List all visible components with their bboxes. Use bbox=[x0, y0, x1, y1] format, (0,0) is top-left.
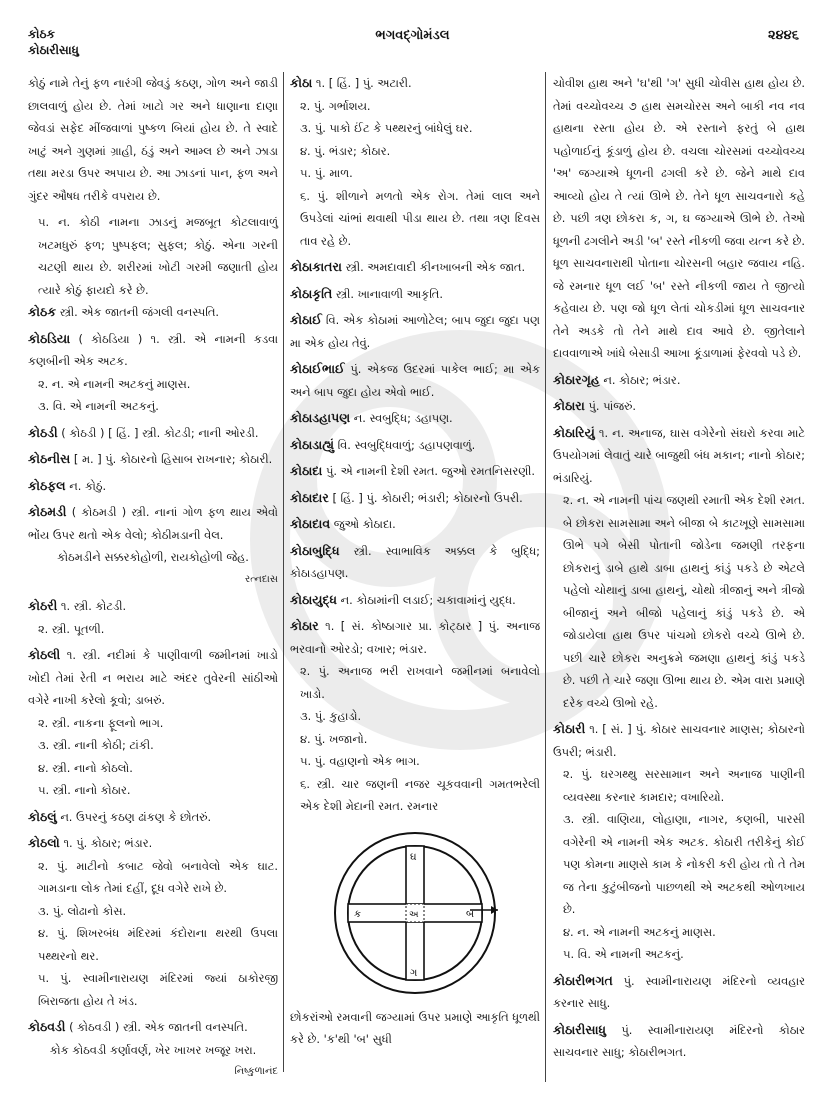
entry-sense: ૨. ન. એ નામની પાંચ જણથી રમાતી એક દેશી રમત. બે છોકરા સામસામા અને બીજા બે કાટખૂણે સામસામા ઊભે પગે બેસી પોતાની જોડેના જમણી તરફના છોકરાનું ડાબે હાથે ડાબા હાથનું કાંડું પકડે છે એટલે પહેલો ચોથાનું ડાબા હાથનું, ચોથો ત્રીજાનું અને ત્રીજો બીજાનું અને બીજો પહેલાનું કાંડું પકડે છે. એ જોડાયેલા હાથ ઉપર પાંચમો છોકરો વચ્ચે ઊભે છે. પછી ચારે છોકરા અનુક્રમે જમણા હાથનું કાંડું પકડે છે. પછી તે ચારે જણા ઊભા થાય છે. એમ વારા પ્રમાણે દરેક વચ્ચે ઊભો રહે. bbox=[563, 493, 805, 710]
dictionary-entry bbox=[290, 358, 540, 403]
headword: કોઠાબુદ્ધિ bbox=[290, 542, 340, 558]
game-diagram bbox=[330, 828, 500, 998]
quotation-attribution: નિષ્કુળાનંદ bbox=[234, 1066, 278, 1077]
dictionary-entry bbox=[553, 718, 805, 966]
entry-sense: ૩. પું. લોઢાનો કોસ. bbox=[38, 903, 127, 918]
dictionary-entry bbox=[28, 595, 278, 640]
dictionary-entry bbox=[28, 301, 278, 324]
entry-continuation: કોઠું નામે તેનું ફળ નારંગી જેવડું કઠણ, ગોળ અને જાડી છાલવાળું હોય છે. તેમાં ખાટો ગર અને ધાણાના દાણા જેવડાં સફેદ મીંજવાળાં પુષ્કળ બિયાં હોય છે. તે સ્વાદે ખાટું અને ગુણમાં ગ્રાહી, ઠંડું અને આમ્લ છે અને ઝાડા તથા મરડા ઉપર અપાય છે. આ ઝાડનાં પાન, ફળ અને ગુંદર ઔષધ તરીકે વપરાય છે. bbox=[28, 76, 278, 203]
column-3 bbox=[553, 72, 805, 1068]
guide-word-bottom: કોઠારીસાધુ bbox=[28, 43, 79, 57]
definition: પું. પાંજરું. bbox=[588, 399, 637, 413]
headword: કોઠવડી bbox=[28, 1019, 66, 1034]
definition: ( કોઠમડી ) સ્ત્રી. નાનાં ગોળ ફળ થાય એવો ભોંય ઉપર થતો એક વેલો; કોઠીમડાની વેલ. bbox=[28, 505, 279, 542]
dictionary-entry bbox=[290, 513, 540, 536]
definition: ( કોઠડિયા ) ૧. સ્ત્રી. એ નામની કડવા કણબીની એક અટક. bbox=[28, 331, 278, 368]
label-gha: ઘ bbox=[410, 851, 417, 863]
headword: કોઠલો bbox=[28, 835, 60, 850]
definition: ૧. ન. અનાજ, ઘાસ વગેરેનો સંઘરો કરવા માટે ઉપયોગમાં લેવાતું ચારે બાજુથી બંધ મકાન; નાનો કોઠાર; ભંડારિયું. bbox=[553, 425, 806, 485]
definition: ૧. સ્ત્રી. કોટડી. bbox=[60, 599, 127, 613]
entry-sense: ૪. પું. શિખરબંધ મંદિરમાં કંદોરાના થરથી ઉપલા પથ્થરનો થર. bbox=[38, 926, 278, 963]
entry-sense: ૫. વિ. એ નામની અટકનું. bbox=[563, 947, 684, 961]
quotation: કોક કોઠવડી કર્ણાવર્ણ, ખેર ખાખર ખજૂર ખરા. bbox=[49, 1042, 257, 1057]
headword: કોઠારિયું bbox=[553, 424, 595, 440]
definition: ૧. પું. કોઠાર; ભંડાર. bbox=[63, 836, 153, 850]
dictionary-entry bbox=[553, 970, 805, 1015]
entry-list bbox=[28, 301, 278, 1084]
dictionary-entry bbox=[28, 832, 278, 1012]
entry-sense: ૩. સ્ત્રી. નાની કોઠી; ટાંકી. bbox=[38, 738, 154, 752]
dictionary-entry bbox=[28, 501, 278, 591]
label-a: અ bbox=[409, 909, 419, 920]
label-ba: બ bbox=[466, 908, 475, 920]
entry-sense: ૨. પું. ઘરગથ્થુ સરસામાન અને અનાજ પાણીની વ્યવસ્થા કરનાર કામદાર; વખારિયો. bbox=[563, 767, 805, 804]
entry-sense: ૪. ન. એ નામની અટકનું માણસ. bbox=[563, 924, 716, 939]
headword: કોઠાદા bbox=[290, 463, 323, 478]
headword: કોઠા bbox=[290, 75, 313, 90]
entry-sense: ૪. પું. ભંડાર; કોઠાર. bbox=[300, 143, 391, 158]
dictionary-entry bbox=[290, 434, 540, 457]
headword: કોઠારી bbox=[553, 721, 586, 736]
headword: કોઠારીસાધુ bbox=[553, 1021, 607, 1037]
entry-sense: ૩. પું. કુહાડો. bbox=[300, 709, 362, 723]
headword: કોઠલું bbox=[28, 808, 57, 824]
dictionary-entry bbox=[553, 422, 805, 715]
guide-word-top: કોઠક bbox=[28, 27, 55, 41]
entry-sense: ૨. સ્ત્રી. પૂતળી. bbox=[38, 621, 105, 636]
dictionary-entry bbox=[553, 395, 805, 418]
definition: સ્ત્રી. સ્વાભાવિક અક્કલ કે બુદ્ધિ; કોઠાડહાપણ. bbox=[290, 543, 540, 580]
entry-sense: ૬. સ્ત્રી. ચાર જણની નજર ચૂકવવાની ગમતભરેલી એક દેશી મેદાની રમત. રમનાર bbox=[300, 776, 540, 813]
definition: ન. ઉપરનું કઠણ ઢાંકણ કે છોતરું. bbox=[60, 809, 212, 824]
headword: કોઠરી bbox=[28, 598, 58, 613]
dictionary-entry bbox=[28, 475, 278, 498]
definition: ન. કોઠું. bbox=[69, 478, 107, 493]
dictionary-entry bbox=[28, 448, 278, 471]
entry-sense: ૩. સ્ત્રી. વાણિયા, લોહાણા, નાગર, કણબી, પારસી વગેરેની એ નામની એક અટક. કોઠારી તરીકેનું કોઈ પણ કોમના માણસે કામ કે નોકરી કરી હોય તો તે તેમ જ તેના કુટુંબીજનો પાછળથી એ અટકથી ઓળખાય છે. bbox=[563, 812, 805, 916]
dictionary-entry bbox=[553, 1019, 805, 1064]
page-header bbox=[0, 0, 825, 60]
definition: ન. કોઠાર; ભંડાર. bbox=[603, 372, 681, 387]
headword: કોઠાર bbox=[290, 618, 319, 633]
dictionary-entry bbox=[28, 422, 278, 445]
column-1 bbox=[28, 72, 278, 1088]
label-ka: ક bbox=[354, 908, 362, 920]
definition: પું. સ્વામીનારાયણ મંદિરનો કોઠાર સાચવનાર સાધુ; કોઠારીભગત. bbox=[553, 1022, 806, 1059]
dictionary-entry bbox=[290, 309, 540, 354]
definition: વિ. એક કોઠામાં આળોટેલ; બાપ જુદા જુદા પણ મા એક હોય તેવું. bbox=[290, 313, 540, 350]
definition: પું. સ્વામીનારાયણ મંદિરનો વ્યવહાર કરનાર સાધુ. bbox=[553, 973, 806, 1010]
dictionary-entry bbox=[290, 615, 540, 818]
dictionary-entry bbox=[290, 460, 540, 483]
headword: કોઠાઈભાઈ bbox=[290, 361, 345, 376]
headword: કોઠારગૃહ bbox=[553, 371, 600, 387]
entry-sense: ૨. પું. માટીનો કબાટ જેવો બનાવેલો એક ઘાટ. ગામડાના લોક તેમાં દહીં, દૂધ વગેરે રાખે છે. bbox=[38, 858, 278, 895]
dictionary-entry bbox=[290, 407, 540, 430]
entry-sense: ૬. પું. શીળાને મળતો એક રોગ. તેમાં લાલ અને ઉપડેલાં ચાંભાં થવાથી પીડા થાય છે. તથા ત્રણ દિવસ તાવ રહે છે. bbox=[300, 188, 540, 248]
entry-continuation: ચોવીશ હાથ અને 'ઘ'થી 'ગ' સુધી ચોવીસ હાથ હોય છે. તેમાં વચ્ચોવચ્ચ ૭ હાથ સમચોરસ અને બાકી નવ નવ હાથના રસ્તા હોય છે. એ રસ્તાને ફરતું બે હાથ પહોળાઈનું કૂંડાળું હોય છે. વચલા ચોરસમાં વચ્ચોવચ્ચ 'અ' જગ્યાએ ધૂળની ઢગલી કરે છે. જેને માથે દાવ આવ્યો હોય તે ત્યાં ઊભે છે. તેને ધૂળ સાચવનારો કહે છે. પછી ત્રણ છોકરા ક, ગ, ઘ જગ્યાએ ઊભે છે. તેઓ ધૂળની ઢગલીને અડી 'બ' રસ્તે નીકળી જવા યત્ન કરે છે. ધૂળ સાચવનારાથી પોતાના ચોરસની બહાર જવાય નહિ. જે રમનાર ધૂળ લઈ 'બ' રસ્તે નીકળી જાય તે જીત્યો કહેવાય છે. પણ જો ધૂળ લેતાં ચોકડીમાં ધૂળ સાચવનાર તેને અડકે તો તેને માથે દાવ આવે છે. જીતેલાને દાવવાળાએ ખાંધે બેસાડી આખા કૂંડાળામાં ફેરવવો પડે છે. bbox=[553, 76, 805, 360]
headword: કોઠાકાતરા bbox=[290, 259, 342, 274]
entry-sense: ૫. પું. માળ. bbox=[300, 166, 353, 180]
headword: કોઠારા bbox=[553, 398, 585, 413]
entry-text: છોકરાંઓ રમવાની જગ્યામાં ઉપર પ્રમાણે આકૃતિ ધૂળથી કરે છે. 'ક'થી 'બ' સુધી bbox=[290, 1009, 540, 1046]
headword: કોઠનીસ bbox=[28, 451, 71, 466]
definition: પું. એ નામની દેશી રમત. જુઓ રમતનિસરણી. bbox=[325, 464, 536, 478]
definition: [ હિં. ] પું. કોઠારી; ભંડારી; કોઠારનો ઉપરી. bbox=[332, 490, 523, 505]
dictionary-entry bbox=[553, 369, 805, 392]
definition: ( કોઠડી ) [ હિં. ] સ્ત્રી. કોટડી; નાની ઓરડી. bbox=[61, 425, 259, 440]
definition: ૧. [ સં. ] પું. કોઠાર સાચવનાર માણસ; કોઠારનો ઉપરી; ભંડારી. bbox=[553, 722, 806, 759]
quotation: કોઠમડીને સક્કરકોહોળી, રાયકોહોળી જેહ. bbox=[57, 550, 249, 564]
entry-sense: ૫. ન. કોઠી નામના ઝાડનું મજબૂત કોટલાવાળું ખટમધુરું ફળ; પુષ્પફલ; સુફલ; કોઠું. એના ગરની ચટણી થાય છે. શરીરમાં ખોટી ગરમી જણાતી હોય ત્યારે કોઠું ફાયદો કરે છે. bbox=[38, 215, 278, 297]
dictionary-entry bbox=[290, 487, 540, 510]
definition: ૧. [ સં. કોષ્ઠાગાર પ્રા. કોટ્ઠાર ] પું. અનાજ ભરવાનો ઓરડો; વખાર; ભંડાર. bbox=[290, 619, 541, 656]
definition: વિ. સ્વબુદ્ધિવાળું; ડહાપણવાળું. bbox=[337, 437, 476, 452]
dictionary-entry bbox=[28, 806, 278, 829]
definition: ( કોઠવડી ) સ્ત્રી. એક જાતની વનસ્પતિ. bbox=[69, 1020, 248, 1034]
page-title: ભગવદ્ગોમંડલ bbox=[375, 28, 450, 43]
entry-sense: ૪. સ્ત્રી. નાનો કોઠલો. bbox=[38, 760, 133, 775]
headword: કોઠક bbox=[28, 304, 57, 319]
headword: કોઠાડહાપણ bbox=[290, 410, 351, 425]
definition: સ્ત્રી. અમદાવાદી કીનખાબની એક જાત. bbox=[345, 260, 526, 274]
definition: ૧. સ્ત્રી. નદીમાં કે પાણીવાળી જમીનમાં ખાડો ખોદી તેમાં રેતી ન ભરાય માટે અંદર તુવેરની સાંઠીઓ વગેરે નાખી કરેલો કૂવો; ડાબરું. bbox=[28, 648, 278, 707]
headword: કોઠડી bbox=[28, 424, 58, 440]
entry-list bbox=[290, 72, 540, 818]
column-divider bbox=[545, 72, 546, 1082]
dictionary-entry bbox=[290, 283, 540, 306]
entry-sense: ૨. ન. એ નામની અટકનું માણસ. bbox=[38, 376, 191, 391]
entry-sense: ૩. વિ. એ નામની અટકનું. bbox=[38, 399, 159, 413]
entry-list bbox=[553, 369, 805, 1064]
entry-sense: ૨. પું. અનાજ ભરી રાખવાને જમીનમાં બનાવેલો ખાડો. bbox=[300, 664, 540, 701]
entry-sense: ૫. પું. વહાણનો એક ભાગ. bbox=[300, 754, 420, 768]
definition: ન. સ્વબુદ્ધિ; ડહાપણ. bbox=[353, 411, 453, 425]
headword: કોઠાકૃતિ bbox=[290, 285, 333, 301]
headword: કોઠાયુદ્ધ bbox=[290, 591, 338, 607]
headword: કોઠલી bbox=[28, 647, 61, 662]
column-divider bbox=[283, 72, 284, 1072]
definition: સ્ત્રી. ખાનાવાળી આકૃતિ. bbox=[335, 286, 443, 301]
label-ga: ગ bbox=[410, 967, 418, 979]
dictionary-entry bbox=[28, 644, 278, 802]
headword: કોઠાઈ bbox=[290, 312, 322, 327]
dictionary-entry bbox=[290, 589, 540, 612]
dictionary-entry bbox=[290, 72, 540, 252]
headword: કોઠફલ bbox=[28, 477, 66, 493]
definition: [ મ. ] પું. કોઠારનો હિસાબ રાખનાર; કોઠારી. bbox=[73, 452, 273, 466]
entry-sense: ૨. સ્ત્રી. નાકના ફૂલનો ભાગ. bbox=[38, 715, 164, 730]
entry-sense: ૩. પું. પાકો ઈંટ કે પથ્થરનું બાંધેલું ઘર. bbox=[300, 121, 473, 135]
definition: પું. એકજ ઉદરમાં પાકેલ ભાઈ; મા એક અને બાપ જુદા હોય એવો ભાઈ. bbox=[290, 362, 540, 399]
headword: કોઠડિયા bbox=[28, 330, 71, 346]
dictionary-entry bbox=[28, 328, 278, 418]
headword: કોઠમડી bbox=[28, 504, 67, 519]
entry-sense: ૪. પું. ખજાનો. bbox=[300, 731, 368, 746]
quotation-attribution: રત્નદાસ bbox=[245, 573, 278, 585]
entry-sense: ૫. સ્ત્રી. નાનો કોઠાર. bbox=[38, 783, 131, 797]
headword: કોઠાડાહ્યું bbox=[290, 436, 334, 452]
entry-sense: ૨. પું. ગર્ભાશય. bbox=[300, 98, 371, 113]
definition: ૧. [ હિં. ] પું. અટારી. bbox=[315, 76, 412, 90]
headword: કોઠાદાવ bbox=[290, 516, 331, 531]
column-2 bbox=[290, 72, 540, 1055]
definition: જુઓ કોઠાદા. bbox=[333, 517, 396, 531]
headword: કોઠારીભગત bbox=[553, 972, 613, 988]
definition: સ્ત્રી. એક જાતની જંગલી વનસ્પતિ. bbox=[59, 305, 220, 319]
dictionary-entry bbox=[290, 256, 540, 279]
headword: કોઠાદાર bbox=[290, 489, 329, 505]
dictionary-entry bbox=[290, 540, 540, 585]
entry-sense: ૫. પું. સ્વામીનારાયણ મંદિરમાં જ્યાં ઠાકોરજી બિરાજતા હોય તે ખંડ. bbox=[38, 971, 278, 1008]
dictionary-entry bbox=[28, 1016, 278, 1084]
page-number: ૨૪૪૬ bbox=[767, 28, 799, 43]
definition: ન. કોઠામાંની લડાઈ; ચકાવામાંનું યુદ્ધ. bbox=[340, 592, 516, 607]
